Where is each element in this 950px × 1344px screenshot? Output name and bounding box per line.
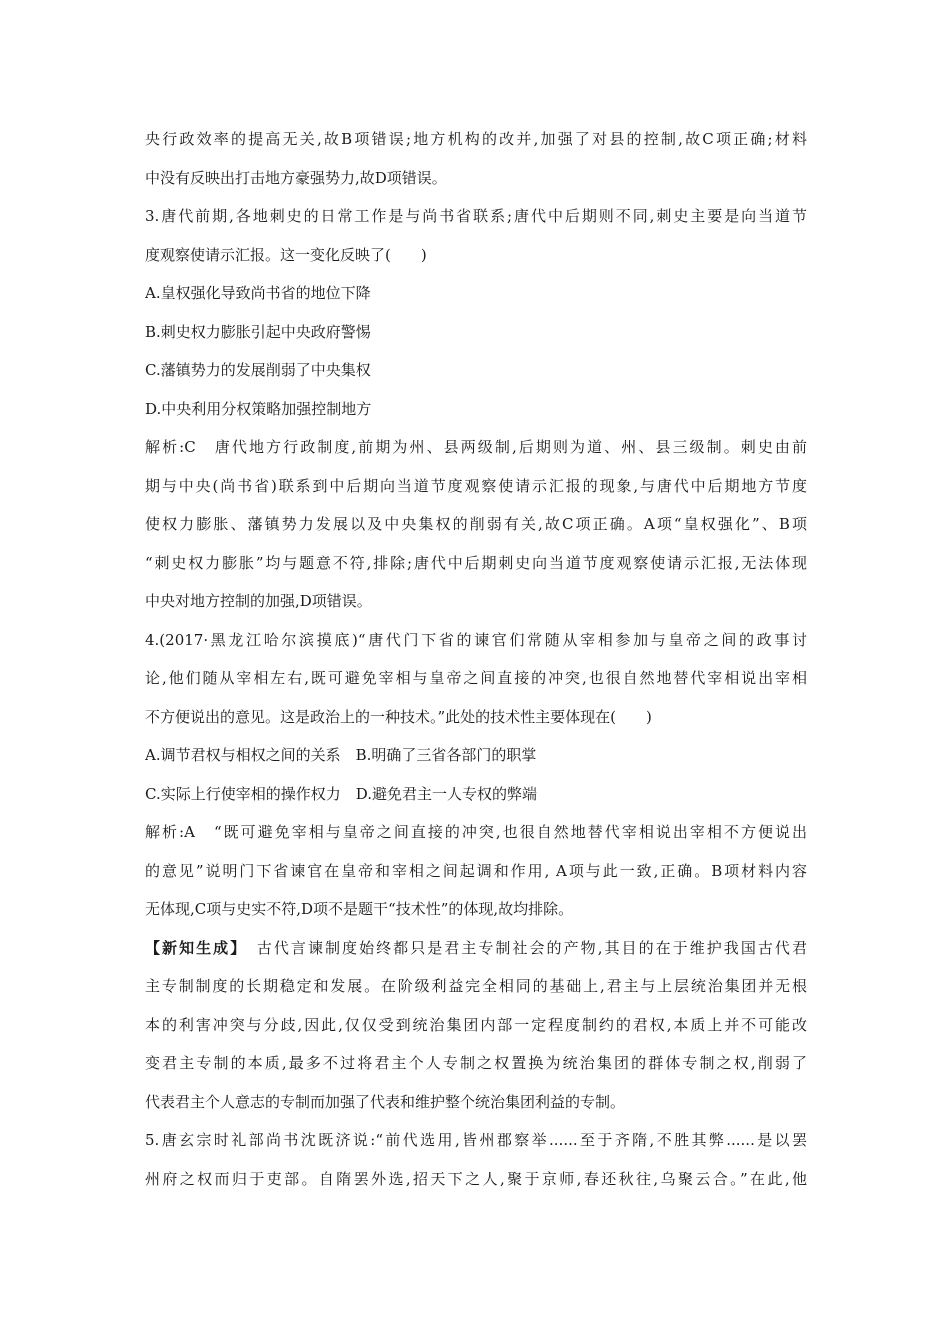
text-line: [145, 197, 807, 236]
line-text: 无体现,C项与史实不符,D项不是题干“技术性”的体现,故均排除。: [145, 900, 574, 918]
text-line: [145, 313, 807, 352]
line-text: 解析:C 唐代地方行政制度,前期为州、县两级制,后期则为道、州、县三级制。刺史由前: [145, 438, 807, 456]
text-line: [145, 929, 807, 968]
section-label: 【新知生成】: [145, 938, 257, 957]
text-line: [145, 852, 807, 891]
line-text: 使权力膨胀、藩镇势力发展以及中央集权的削弱有关,故C项正确。A项“皇权强化”、B项: [145, 515, 807, 533]
text-line: [145, 351, 807, 390]
text-line: [145, 1044, 807, 1083]
line-text: 论,他们随从宰相左右,既可避免宰相与皇帝之间直接的冲突,也很自然地替代宰相说出宰相: [145, 669, 807, 687]
line-text: 5.唐玄宗时礼部尚书沈既济说:“前代选用,皆州郡察举......至于齐隋,不胜其弊......是以罢: [145, 1131, 807, 1149]
text-line: [145, 1160, 807, 1199]
line-text: 变君主专制的本质,最多不过将君主个人专制之权置换为统治集团的群体专制之权,削弱了: [145, 1054, 807, 1072]
line-text: “刺史权力膨胀”均与题意不符,排除;唐代中后期刺史向当道节度观察使请示汇报,无法体现: [145, 553, 807, 572]
line-text: 州府之权而归于吏部。自隋罢外选,招天下之人,聚于京师,春还秋往,乌聚云合。”在此,他: [145, 1169, 807, 1188]
text-line: [145, 544, 807, 583]
line-text: 解析:A “既可避免宰相与皇帝之间直接的冲突,也很自然地替代宰相说出宰相不方便说出: [145, 823, 807, 841]
text-line: [145, 505, 807, 544]
text-line: [145, 1083, 807, 1122]
text-line: [145, 390, 807, 429]
text-line: [145, 775, 807, 814]
text-line: [145, 120, 807, 159]
line-text: A.调节君权与相权之间的关系 B.明确了三省各部门的职掌: [145, 746, 537, 764]
text-line: [145, 236, 807, 275]
line-text: 本的利害冲突与分歧,因此,仅仅受到统治集团内部一定程度制约的君权,本质上并不可能改: [145, 1015, 807, 1034]
text-line: [145, 698, 807, 737]
document-page: [145, 120, 807, 1198]
text-line: [145, 274, 807, 313]
line-text: 央行政效率的提高无关,故B项错误;地方机构的改并,加强了对县的控制,故C项正确;材料: [145, 130, 807, 148]
line-text: 不方便说出的意见。这是政治上的一种技术。”此处的技术性主要体现在( ): [145, 707, 652, 726]
line-text: 主专制制度的长期稳定和发展。在阶级利益完全相同的基础上,君主与上层统治集团并无根: [145, 977, 807, 995]
line-text: D.中央利用分权策略加强控制地方: [145, 399, 372, 418]
line-text: 中央对地方控制的加强,D项错误。: [145, 592, 372, 610]
text-line: [145, 1121, 807, 1160]
line-text: C.藩镇势力的发展削弱了中央集权: [145, 361, 371, 379]
text-line: [145, 467, 807, 506]
text-line: [145, 159, 807, 198]
line-text: 3.唐代前期,各地刺史的日常工作是与尚书省联系;唐代中后期则不同,刺史主要是向当道节: [145, 207, 807, 225]
line-text: 中没有反映出打击地方豪强势力,故D项错误。: [145, 168, 447, 187]
line-text: 期与中央(尚书省)联系到中后期向当道节度观察使请示汇报的现象,与唐代中后期地方节度: [145, 476, 807, 495]
text-line: [145, 967, 807, 1006]
line-text: A.皇权强化导致尚书省的地位下降: [145, 284, 371, 302]
text-line: [145, 582, 807, 621]
line-text: 4.(2017·黑龙江哈尔滨摸底)“唐代门下省的谏官们常随从宰相参加与皇帝之间的政事讨: [145, 630, 807, 649]
text-line: [145, 659, 807, 698]
text-line: [145, 813, 807, 852]
line-text: 古代言谏制度始终都只是君主专制社会的产物,其目的在于维护我国古代君: [256, 938, 807, 957]
line-text: 代表君主个人意志的专制而加强了代表和维护整个统治集团利益的专制。: [145, 1092, 626, 1111]
text-line: [145, 736, 807, 775]
text-line: [145, 1006, 807, 1045]
line-text: B.刺史权力膨胀引起中央政府警惕: [145, 322, 371, 341]
text-line: [145, 621, 807, 660]
line-text: 的意见”说明门下省谏官在皇帝和宰相之间起调和作用, A项与此一致,正确。B项材料内容: [145, 861, 807, 880]
text-line: [145, 428, 807, 467]
line-text: 度观察使请示汇报。这一变化反映了( ): [145, 245, 427, 264]
line-text: C.实际上行使宰相的操作权力 D.避免君主一人专权的弊端: [145, 784, 537, 803]
text-line: [145, 890, 807, 929]
